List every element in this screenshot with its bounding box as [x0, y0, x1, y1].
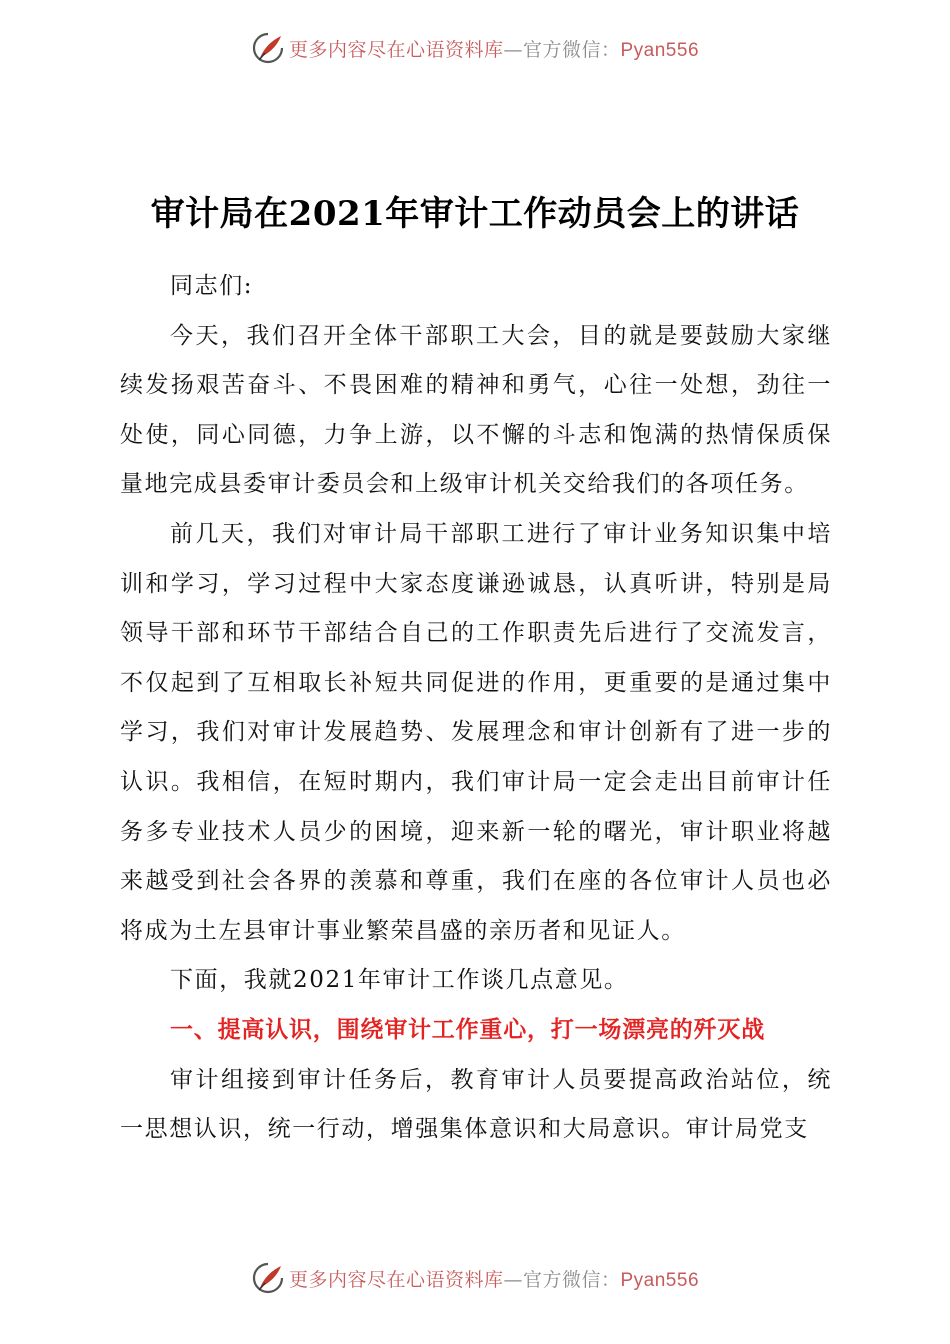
header-banner: [0, 28, 950, 68]
banner-text: [289, 35, 699, 62]
banner-code: Pyan556: [620, 39, 700, 61]
quill-pen-logo-icon: [251, 1261, 285, 1295]
banner-code: Pyan556: [620, 1269, 700, 1291]
paragraph-1: 今天，我们召开全体干部职工大会，目的就是要鼓励大家继续发扬艰苦奋斗、不畏困难的精神和勇气，心往一处想，劲往一处使，同心同德，力争上游，以不懈的斗志和饱满的热情保质保量地完成县委审计委员会和上级审计机关交给我们的各项任务。: [120, 322, 832, 498]
footer-banner: [0, 1258, 950, 1298]
document-body: [120, 262, 832, 1155]
quill-pen-logo-icon: [251, 31, 285, 65]
banner-text: [289, 1265, 699, 1292]
banner-contact: 官方微信：: [522, 38, 621, 61]
section-heading-1: 一、提高认识，围绕审计工作重心，打一场漂亮的歼灭战: [170, 1016, 765, 1043]
banner-separator: —: [503, 38, 523, 61]
paragraph-4: 审计组接到审计任务后，教育审计人员要提高政治站位，统一思想认识，统一行动，增强集体意识和大局意识。审计局党支: [120, 1066, 832, 1143]
banner-site: 更多内容尽在心语资料库: [288, 1268, 504, 1291]
document-title: 审计局在2021年审计工作动员会上的讲话: [150, 194, 800, 234]
paragraph-3: 下面，我就2021年审计工作谈几点意见。: [170, 967, 629, 994]
salutation: 同志们:: [170, 273, 254, 299]
banner-site: 更多内容尽在心语资料库: [288, 38, 504, 61]
paragraph-2: 前几天，我们对审计局干部职工进行了审计业务知识集中培训和学习，学习过程中大家态度谦逊诚恳，认真听讲，特别是局领导干部和环节干部结合自己的工作职责先后进行了交流发言，不仅起到了互相取长补短共同促进的作用，更重要的是通过集中学习，我们对审计发展趋势、发展理念和审计创新有了进一步的认识。我相信，在短时期内，我们审计局一定会走出目前审计任务多专业技术人员少的困境，迎来新一轮的曙光，审计职业将越来越受到社会各界的羡慕和尊重，我们在座的各位审计人员也必将成为土左县审计事业繁荣昌盛的亲历者和见证人。: [120, 520, 832, 944]
banner-contact: 官方微信：: [522, 1268, 621, 1291]
banner-separator: —: [503, 1268, 523, 1291]
